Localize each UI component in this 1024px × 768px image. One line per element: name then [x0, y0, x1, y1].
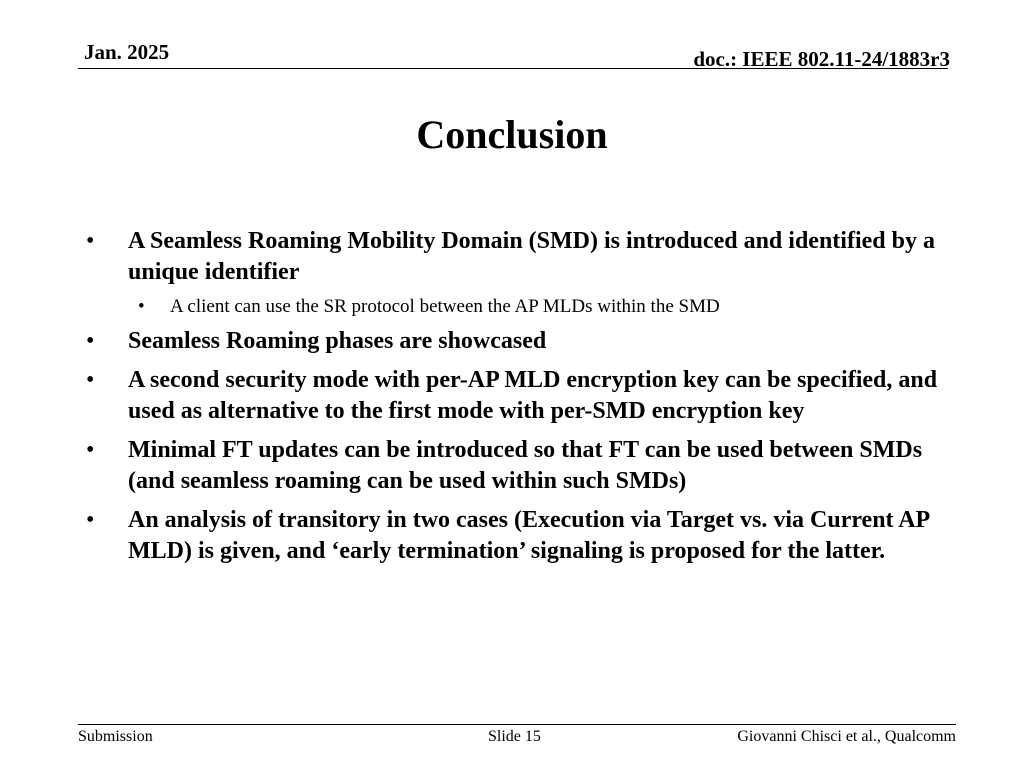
header-doc-id: doc.: IEEE 802.11-24/1883r3: [693, 47, 950, 71]
footer-divider: [78, 724, 956, 725]
bullet-icon: •: [86, 328, 95, 354]
bullet-icon: •: [86, 437, 95, 463]
bullet-item-transitory-analysis: [84, 505, 944, 567]
bullet-text: A Seamless Roaming Mobility Domain (SMD) is introduced and identified by a unique identifier: [128, 228, 935, 285]
bullet-item-security-mode: [84, 365, 944, 427]
bullet-item-smd: [84, 226, 944, 288]
bullet-icon: •: [86, 367, 95, 393]
slide-title: Conclusion: [416, 112, 608, 157]
bullet-icon: •: [86, 228, 95, 254]
bullet-item-ft-updates: [84, 435, 944, 497]
bullet-text: A second security mode with per-AP MLD encryption key can be specified, and used as alternative to the first mode with per-SMD encryption key: [128, 367, 938, 424]
sub-bullet-text: A client can use the SR protocol between the AP MLDs within the SMD: [170, 296, 720, 317]
bullet-list: [84, 226, 944, 575]
footer-submission: Submission: [78, 728, 153, 745]
bullet-text: An analysis of transitory in two cases (Execution via Target vs. via Current AP MLD) is given, and ‘early termination’ signaling is proposed for the latter.: [128, 507, 929, 564]
header-divider: [78, 68, 948, 69]
bullet-item-phases: [84, 326, 944, 357]
header-date: Jan. 2025: [84, 40, 170, 64]
bullet-icon: •: [86, 507, 95, 533]
bullet-text: Seamless Roaming phases are showcased: [128, 328, 547, 354]
sub-bullet-icon: •: [138, 296, 145, 317]
footer-author: Giovanni Chisci et al., Qualcomm: [737, 728, 956, 745]
bullet-text: Minimal FT updates can be introduced so that FT can be used between SMDs (and seamless roaming can be used within such SMDs): [128, 437, 923, 494]
sub-bullet-item-sr-protocol: [84, 294, 944, 320]
footer-slide-number: Slide 15: [488, 728, 541, 745]
